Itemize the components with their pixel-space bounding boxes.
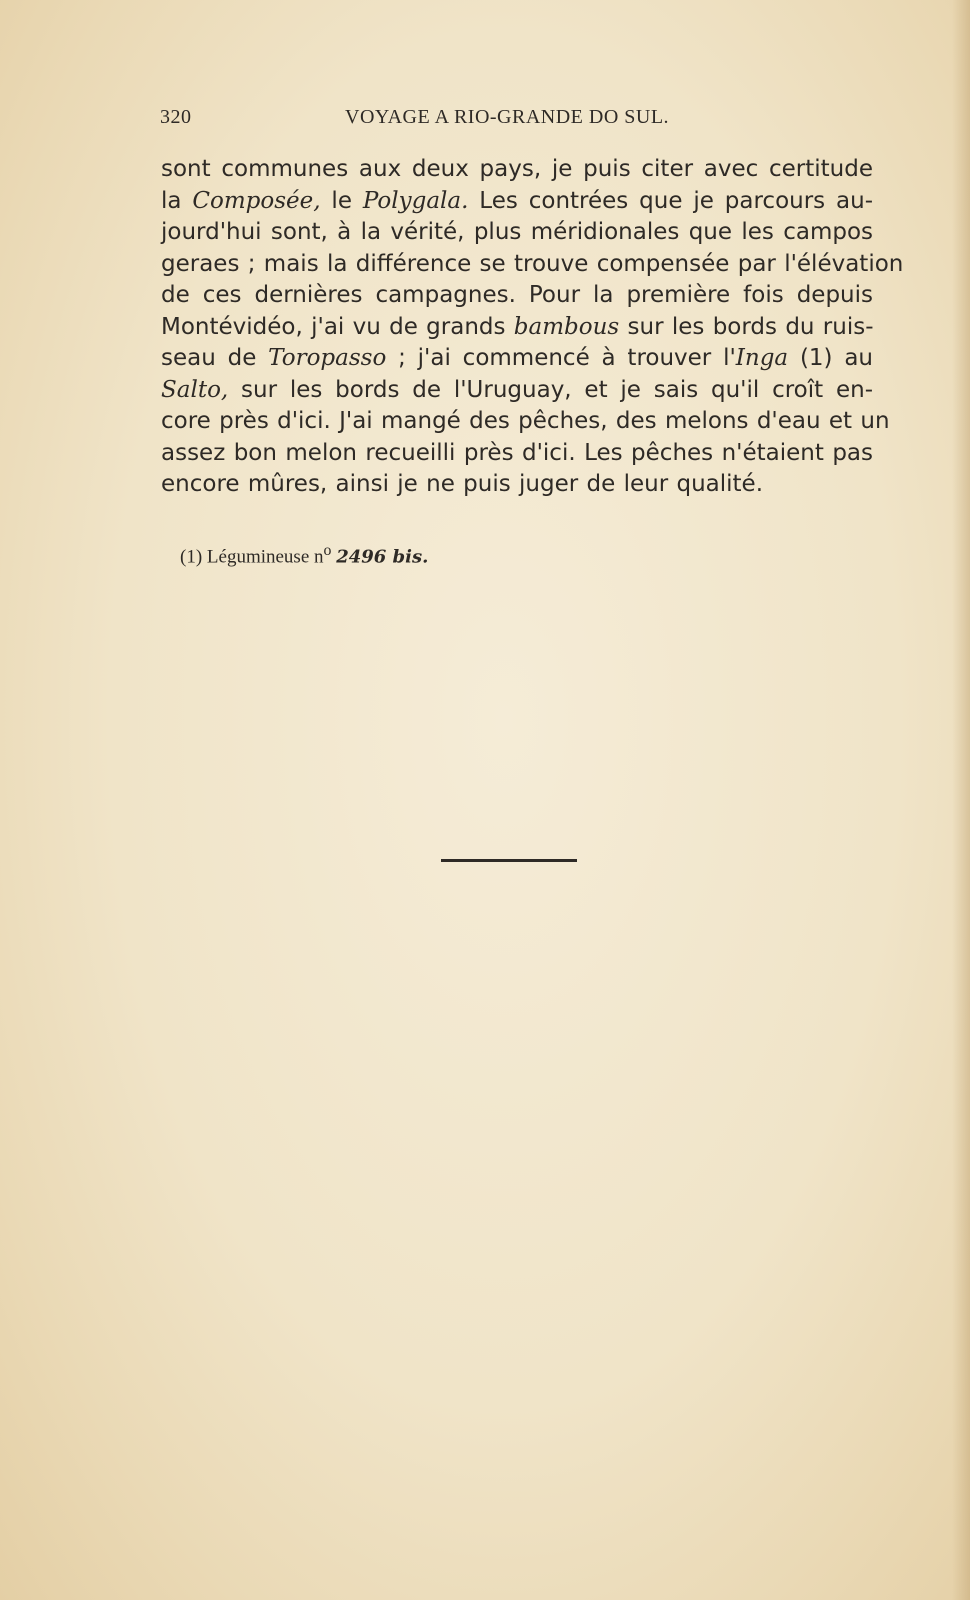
- text-line: assez bon melon recueilli près d'ici. Les pêches n'étaient pas: [161, 439, 873, 466]
- italic-term: Polygala.: [362, 187, 469, 214]
- footnote-number: 2496 bis.: [336, 546, 429, 568]
- text-line: Salto, sur les bords de l'Uruguay, et je sais qu'il croît en-: [161, 376, 873, 403]
- italic-term: bambous: [513, 313, 620, 340]
- text-line: jourd'hui sont, à la vérité, plus méridionales que les campos: [161, 219, 873, 245]
- text-line: geraes ; mais la différence se trouve compensée par l'élévation: [161, 250, 904, 277]
- section-rule: [441, 859, 577, 862]
- body-paragraph: [161, 154, 904, 501]
- text-line: core près d'ici. J'ai mangé des pêches, des melons d'eau et un: [161, 408, 890, 434]
- text-line: seau de Toropasso ; j'ai commencé à trouver l'Inga (1) au: [161, 345, 874, 371]
- text-line: Montévidéo, j'ai vu de grands bambous sur les bords du ruis-: [161, 313, 874, 340]
- text-line: de ces dernières campagnes. Pour la première fois depuis: [161, 282, 873, 308]
- footnote: [180, 542, 428, 568]
- text-line: sont communes aux deux pays, je puis citer avec certitude: [161, 156, 873, 182]
- page-number: 320: [160, 106, 192, 128]
- italic-term: Composée,: [192, 187, 321, 214]
- italic-term: Salto,: [161, 376, 229, 403]
- italic-term: Inga: [735, 345, 789, 371]
- footnote-text: Légumineuse n: [202, 546, 324, 568]
- text-line: la Composée, le Polygala. Les contrées que je parcours au-: [161, 187, 874, 214]
- page-edge-shadow: [952, 0, 970, 1600]
- text-line: encore mûres, ainsi je ne puis juger de leur qualité.: [161, 471, 764, 497]
- italic-term: Toropasso: [268, 345, 387, 371]
- footnote-superscript: o: [323, 542, 332, 559]
- running-title: VOYAGE A RIO-GRANDE DO SUL.: [345, 106, 670, 128]
- footnote-marker: (1): [180, 546, 203, 568]
- running-header: [160, 106, 692, 136]
